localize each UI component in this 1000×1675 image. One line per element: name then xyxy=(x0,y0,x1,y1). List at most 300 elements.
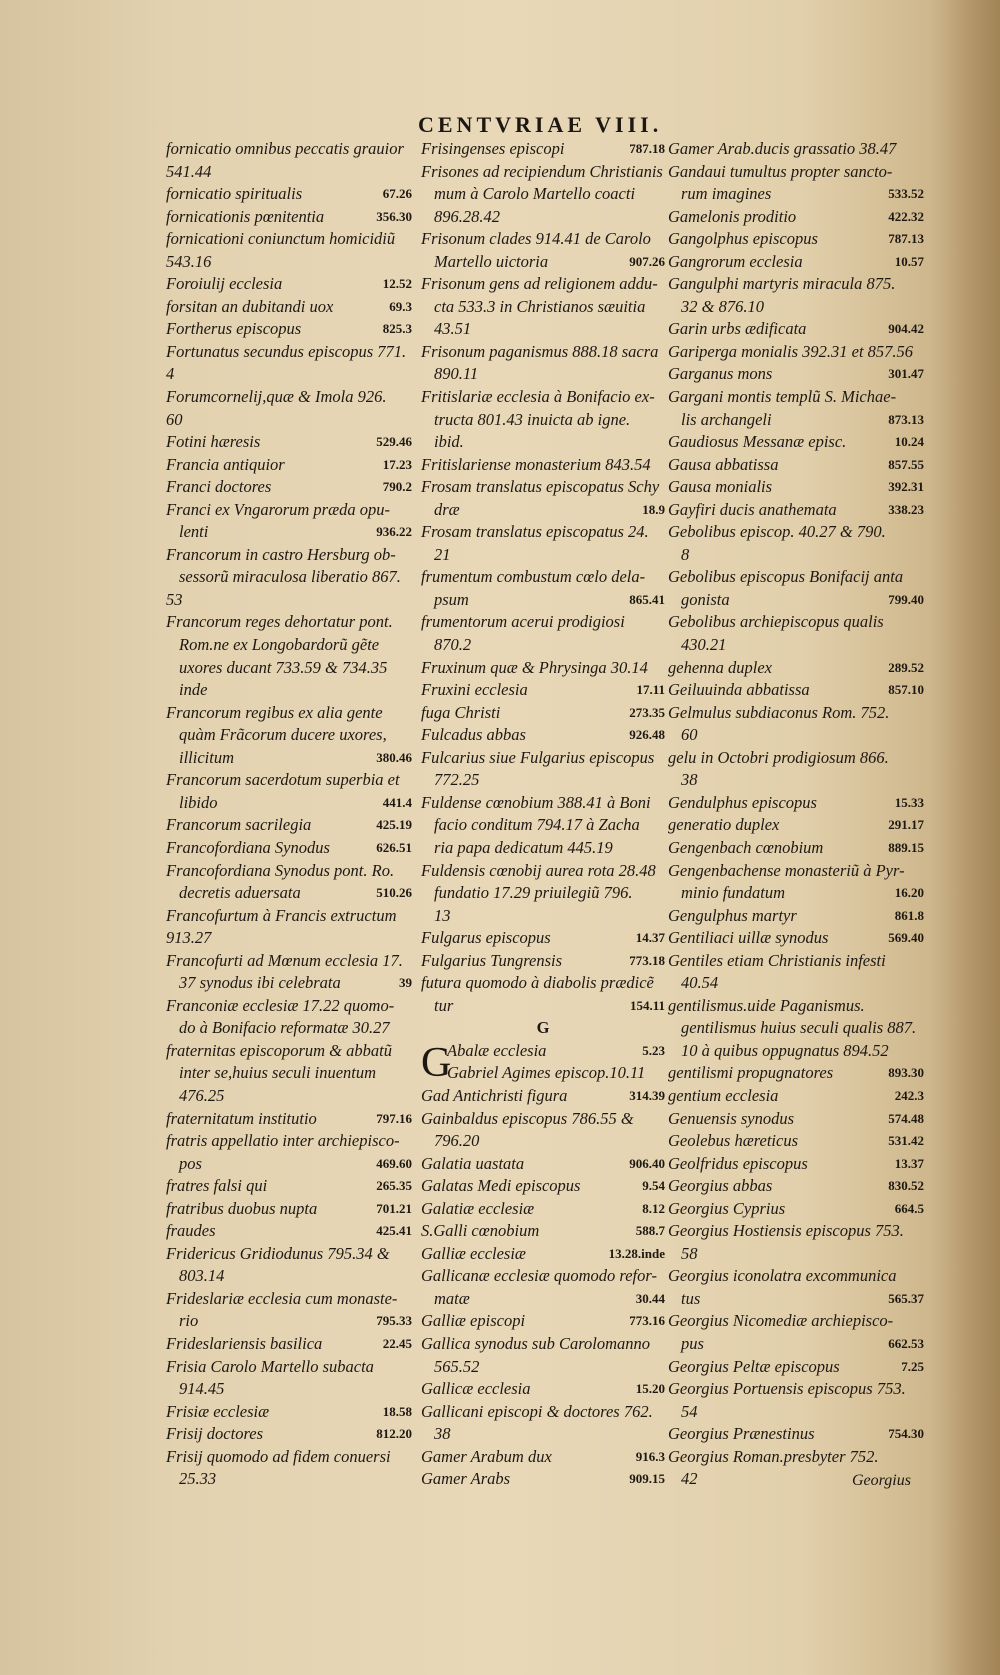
index-entry-text: Galliæ ecclesiæ xyxy=(421,1243,526,1263)
index-entry-text: Gelmulus subdiaconus Rom. 752. xyxy=(668,702,890,722)
index-entry-line xyxy=(421,318,665,341)
index-entry-line xyxy=(421,634,665,657)
index-entry-text: fornicatio spiritualis xyxy=(166,184,303,204)
index-entry-line xyxy=(166,905,412,928)
index-entry-line xyxy=(421,995,665,1018)
index-entry-line xyxy=(421,1468,665,1491)
page-reference: 588.7 xyxy=(635,1223,665,1239)
index-entry-text: pus xyxy=(681,1333,704,1353)
page-reference: 873.13 xyxy=(888,411,924,427)
index-entry-text: Gamer Arabum dux xyxy=(421,1446,552,1466)
page-reference: 861.8 xyxy=(894,907,924,923)
index-entry-text: fratris appellatio inter archiepisco- xyxy=(166,1131,400,1151)
index-entry-text: fratribus duobus nupta xyxy=(166,1198,318,1218)
index-entry-line xyxy=(166,679,412,702)
index-column-middle xyxy=(421,138,665,1491)
index-entry-line xyxy=(421,273,665,296)
index-entry-line xyxy=(421,1153,665,1176)
index-entry-text: generatio duplex xyxy=(668,815,780,835)
index-entry-text: Rom.ne ex Longobardorũ gẽte xyxy=(179,635,380,655)
index-entry-text: Gengenbachense monasteriũ à Pyr- xyxy=(668,860,905,880)
index-entry-line xyxy=(166,1288,412,1311)
index-entry-line xyxy=(421,1310,665,1333)
index-entry-line xyxy=(166,589,412,612)
index-entry-text: 772.25 xyxy=(434,770,480,790)
index-entry-line xyxy=(421,1017,665,1040)
index-entry-text: 60 xyxy=(681,725,698,745)
index-entry-text: gentium ecclesia xyxy=(668,1085,779,1105)
index-entry-text: Gayfiri ducis anathemata xyxy=(668,499,837,519)
index-entry-text: decretis aduersata xyxy=(179,883,301,903)
index-entry-text: 896.28.42 xyxy=(434,206,500,226)
index-column-left xyxy=(166,138,412,1491)
drop-capital: G xyxy=(421,1039,452,1086)
index-entry-line xyxy=(166,431,412,454)
page-reference: 273.35 xyxy=(629,704,665,720)
index-entry-line xyxy=(166,341,412,364)
index-entry-text: psum xyxy=(434,589,469,609)
index-entry-line xyxy=(421,228,665,251)
index-entry-line xyxy=(421,499,665,522)
page-reference: 30.44 xyxy=(635,1290,665,1306)
page-reference: 7.25 xyxy=(901,1358,924,1374)
index-entry-line xyxy=(668,927,924,950)
index-entry-line xyxy=(421,1243,665,1266)
index-entry-line xyxy=(166,634,412,657)
page-reference: 13.37 xyxy=(894,1155,924,1171)
index-entry-text: 870.2 xyxy=(434,635,472,655)
page-reference: 531.42 xyxy=(888,1133,924,1149)
page-reference: 904.42 xyxy=(888,321,924,337)
index-entry-text: tur xyxy=(434,995,454,1015)
index-entry-line xyxy=(166,1468,412,1491)
index-entry-line xyxy=(668,476,924,499)
page-reference: 338.23 xyxy=(888,501,924,517)
index-entry-line xyxy=(668,318,924,341)
index-entry-text: Gebolibus episcopus Bonifacij anta xyxy=(668,567,904,587)
index-entry-text: 25.33 xyxy=(179,1469,217,1489)
index-entry-text: illicitum xyxy=(179,747,234,767)
index-entry-text: fuga Christi xyxy=(421,702,501,722)
index-entry-text: Gariperga monialis 392.31 et 857.56 xyxy=(668,341,914,361)
index-entry-line xyxy=(668,611,924,634)
index-entry-line xyxy=(421,363,665,386)
index-entry-text: facio conditum 794.17 à Zacha xyxy=(434,815,640,835)
index-entry-line xyxy=(166,1108,412,1131)
index-entry-line xyxy=(166,363,412,386)
index-entry-line xyxy=(668,386,924,409)
index-entry-line xyxy=(166,521,412,544)
index-entry-line xyxy=(668,544,924,567)
index-entry-line xyxy=(166,1017,412,1040)
index-entry-text: gentilismus huius seculi qualis 887. xyxy=(681,1018,917,1038)
index-entry-text: Frisij doctores xyxy=(166,1424,264,1444)
index-entry-text: fornicationis pœnitentia xyxy=(166,206,325,226)
page-reference: 8.12 xyxy=(642,1200,665,1216)
index-entry-line xyxy=(421,972,665,995)
index-entry-line xyxy=(668,1040,924,1063)
index-entry-line xyxy=(421,814,665,837)
index-entry-line xyxy=(668,431,924,454)
index-entry-text: Frosam translatus episcopatus Schy xyxy=(421,477,660,497)
index-entry-text: Georgius Nicomediæ archiepisco- xyxy=(668,1311,894,1331)
index-entry-text: 4 xyxy=(166,364,175,384)
index-entry-text: Gengulphus martyr xyxy=(668,905,797,925)
index-entry-line xyxy=(668,1108,924,1131)
index-entry-text: minio fundatum xyxy=(681,883,786,903)
page-reference: 69.3 xyxy=(389,298,412,314)
index-entry-text: 565.52 xyxy=(434,1356,480,1376)
index-entry-line xyxy=(668,363,924,386)
page-reference: 15.20 xyxy=(635,1381,665,1397)
index-entry-text: libido xyxy=(179,792,218,812)
index-entry-line xyxy=(421,769,665,792)
index-entry-line xyxy=(668,1085,924,1108)
index-entry-line xyxy=(668,1062,924,1085)
index-entry-text: Fridericus Gridiodunus 795.34 & xyxy=(166,1243,390,1263)
index-entry-text: Georgius Peltæ episcopus xyxy=(668,1356,840,1376)
index-entry-text: 890.11 xyxy=(434,364,479,384)
index-entry-text: fraternitatum institutio xyxy=(166,1108,317,1128)
index-entry-text: dræ xyxy=(434,499,460,519)
index-entry-line xyxy=(421,1198,665,1221)
index-entry-text: fraudes xyxy=(166,1221,216,1241)
index-entry-text: Gausa monialis xyxy=(668,477,773,497)
index-entry-line xyxy=(166,273,412,296)
index-entry-text: Francorum reges dehortatur pont. xyxy=(166,612,393,632)
page-reference: 291.17 xyxy=(888,817,924,833)
index-entry-text: Gamer Arab.ducis grassatio 38.47 xyxy=(668,139,897,158)
index-entry-text: 541.44 xyxy=(166,161,212,181)
index-entry-line xyxy=(421,544,665,567)
index-entry-line xyxy=(166,1356,412,1379)
index-entry-line xyxy=(421,927,665,950)
index-entry-text: Gebolibus episcop. 40.27 & 790. xyxy=(668,522,886,542)
index-entry-line xyxy=(668,995,924,1018)
index-entry-line xyxy=(421,1085,665,1108)
page-reference: 790.2 xyxy=(382,479,412,495)
page-reference: 773.18 xyxy=(629,952,665,968)
page-reference: 16.20 xyxy=(894,885,924,901)
index-entry-line xyxy=(668,296,924,319)
index-entry-line xyxy=(421,409,665,432)
index-entry-text: rum imagines xyxy=(681,184,772,204)
index-entry-line xyxy=(668,837,924,860)
index-entry-line xyxy=(668,161,924,184)
index-entry-text: Gad Antichristi figura xyxy=(421,1085,568,1105)
index-entry-text: Francorum in castro Hersburg ob- xyxy=(166,544,396,564)
index-entry-line xyxy=(166,792,412,815)
index-entry-text: lenti xyxy=(179,522,209,542)
index-entry-line xyxy=(421,1378,665,1401)
index-entry-line xyxy=(421,882,665,905)
page-reference: 857.55 xyxy=(888,456,924,472)
index-entry-line xyxy=(166,1153,412,1176)
page-reference: 529.46 xyxy=(376,434,412,450)
index-entry-line xyxy=(166,296,412,319)
index-entry-line xyxy=(668,792,924,815)
index-entry-text: Frisones ad recipiendum Christianis xyxy=(421,161,663,181)
index-entry-text: matæ xyxy=(434,1288,470,1308)
index-entry-line xyxy=(166,1085,412,1108)
page-reference: 799.40 xyxy=(888,591,924,607)
page-reference: 18.58 xyxy=(382,1403,412,1419)
index-entry-line xyxy=(668,657,924,680)
index-entry-text: Galatas Medi episcopus xyxy=(421,1176,581,1196)
index-entry-text: fraternitas episcoporum & abbatũ xyxy=(166,1040,392,1060)
index-entry-text: 58 xyxy=(681,1243,698,1263)
index-entry-text: frumentorum acerui prodigiosi xyxy=(421,612,625,632)
index-entry-text: Fulcadus abbas xyxy=(421,725,526,745)
page-reference: 907.26 xyxy=(629,253,665,269)
index-entry-line xyxy=(421,702,665,725)
index-entry-line xyxy=(166,161,412,184)
index-entry-line xyxy=(668,228,924,251)
index-entry-line xyxy=(166,318,412,341)
index-entry-line xyxy=(668,454,924,477)
index-entry-text: quàm Frãcorum ducere uxores, xyxy=(179,725,387,745)
page-reference: 13.28.inde xyxy=(608,1245,665,1261)
index-entry-line xyxy=(166,409,412,432)
index-entry-text: Fotini hæresis xyxy=(166,432,261,452)
index-entry-text: Frisonum paganismus 888.18 sacra xyxy=(421,341,659,361)
index-entry-text: 54 xyxy=(681,1401,698,1421)
index-entry-text: ria papa dedicatum 445.19 xyxy=(434,837,613,857)
index-entry-line xyxy=(166,972,412,995)
index-entry-line xyxy=(166,206,412,229)
page-reference: 574.48 xyxy=(888,1110,924,1126)
index-entry-text: 37 synodus ibi celebrata xyxy=(179,973,341,993)
index-entry-line xyxy=(166,1040,412,1063)
index-entry-line xyxy=(421,837,665,860)
index-entry-line xyxy=(421,860,665,883)
index-entry-text: Franci doctores xyxy=(166,477,272,497)
index-entry-line xyxy=(166,454,412,477)
index-entry-line xyxy=(421,1175,665,1198)
index-entry-line xyxy=(668,724,924,747)
index-entry-text: 543.16 xyxy=(166,251,212,271)
index-entry-line xyxy=(166,1175,412,1198)
index-entry-line xyxy=(166,837,412,860)
index-entry-text: gelu in Octobri prodigiosum 866. xyxy=(668,747,889,767)
index-entry-text: Frisonum gens ad religionem addu- xyxy=(421,274,658,294)
index-entry-line xyxy=(668,138,924,161)
index-entry-line xyxy=(166,724,412,747)
page-reference: 39 xyxy=(399,975,412,991)
index-entry-line xyxy=(421,747,665,770)
index-entry-line xyxy=(166,995,412,1018)
page-reference: 425.19 xyxy=(376,817,412,833)
index-entry-text: Abalæ ecclesia xyxy=(447,1040,547,1060)
index-entry-line xyxy=(421,1265,665,1288)
page-reference: 469.60 xyxy=(376,1155,412,1171)
index-entry-line xyxy=(668,521,924,544)
index-entry-line xyxy=(166,1265,412,1288)
index-entry-line xyxy=(421,1220,665,1243)
index-entry-line xyxy=(421,1423,665,1446)
index-entry-line xyxy=(166,950,412,973)
page-reference: 301.47 xyxy=(888,366,924,382)
index-entry-line xyxy=(668,273,924,296)
index-entry-text: Gaudiosus Messanæ episc. xyxy=(668,432,847,452)
index-entry-text: Francorum sacerdotum superbia et xyxy=(166,770,400,790)
index-entry-text: inde xyxy=(179,680,208,700)
index-entry-line xyxy=(668,566,924,589)
index-entry-line xyxy=(166,183,412,206)
index-entry-text: Gargani montis templũ S. Michae- xyxy=(668,387,897,407)
index-entry-line xyxy=(668,882,924,905)
page-reference: 926.48 xyxy=(629,727,665,743)
index-entry-text: Geolebus hæreticus xyxy=(668,1131,798,1151)
index-entry-text: Gallicanæ ecclesiæ quomodo refor- xyxy=(421,1266,657,1286)
index-entry-line xyxy=(166,1401,412,1424)
index-entry-line xyxy=(668,1265,924,1288)
index-entry-line xyxy=(421,1446,665,1469)
index-entry-line xyxy=(166,860,412,883)
index-entry-line xyxy=(166,1333,412,1356)
index-entry-line xyxy=(421,454,665,477)
page-reference: 17.11 xyxy=(636,682,665,698)
index-entry-line xyxy=(668,206,924,229)
index-entry-text: Fortherus episcopus xyxy=(166,319,302,339)
index-entry-line xyxy=(668,1243,924,1266)
page-reference: 787.18 xyxy=(629,141,665,156)
index-entry-line xyxy=(166,228,412,251)
index-entry-text: Gendulphus episcopus xyxy=(668,792,817,812)
page-reference: 67.26 xyxy=(382,186,412,202)
index-entry-line xyxy=(421,679,665,702)
index-entry-line xyxy=(421,1356,665,1379)
index-entry-line xyxy=(668,1288,924,1311)
index-entry-line xyxy=(668,1130,924,1153)
index-entry-line xyxy=(421,1062,665,1085)
index-entry-text: Fortunatus secundus episcopus 771. xyxy=(166,341,407,361)
index-entry-text: Gangrorum ecclesia xyxy=(668,251,803,271)
page-reference: 569.40 xyxy=(888,930,924,946)
index-entry-line xyxy=(421,161,665,184)
index-entry-line xyxy=(668,1333,924,1356)
page-reference: 797.16 xyxy=(376,1110,412,1126)
index-entry-text: 42 xyxy=(681,1469,698,1489)
index-entry-text: Georgius iconolatra excommunica xyxy=(668,1266,897,1286)
index-entry-line xyxy=(166,1062,412,1085)
index-entry-line xyxy=(668,499,924,522)
index-entry-text: Gangulphi martyris miracula 875. xyxy=(668,274,896,294)
index-entry-text: gonista xyxy=(681,589,730,609)
page-reference: 14.37 xyxy=(635,930,665,946)
index-entry-text: 53 xyxy=(166,589,183,609)
index-entry-text: Geiluuinda abbatissa xyxy=(668,680,810,700)
index-entry-text: Georgius Hostiensis episcopus 753. xyxy=(668,1221,904,1241)
index-entry-text: ibid. xyxy=(434,432,464,452)
index-entry-text: S.Galli cœnobium xyxy=(421,1221,540,1241)
page-reference: 865.41 xyxy=(629,591,665,607)
index-entry-text: rio xyxy=(179,1311,199,1331)
index-entry-line xyxy=(668,251,924,274)
index-entry-line xyxy=(166,814,412,837)
index-entry-line xyxy=(668,1310,924,1333)
index-entry-text: Gentiliaci uillæ synodus xyxy=(668,928,829,948)
index-entry-line xyxy=(668,1446,924,1469)
index-entry-text: fornicationi coniunctum homicidiũ xyxy=(166,229,396,249)
index-entry-text: 796.20 xyxy=(434,1131,480,1151)
index-entry-text: Fulcarius siue Fulgarius episcopus xyxy=(421,747,655,767)
index-entry-text: Gandaui tumultus propter sancto- xyxy=(668,161,893,181)
page-reference: 10.57 xyxy=(894,253,924,269)
page-reference: 15.33 xyxy=(894,794,924,810)
index-entry-text: Garin urbs ædificata xyxy=(668,319,807,339)
index-entry-line xyxy=(668,1153,924,1176)
index-entry-text: Frisonum clades 914.41 de Carolo xyxy=(421,229,651,249)
index-entry-text: Gainbaldus episcopus 786.55 & xyxy=(421,1108,634,1128)
index-entry-text: 43.51 xyxy=(434,319,472,339)
index-entry-line xyxy=(668,950,924,973)
index-entry-text: Martello uictoria xyxy=(434,251,549,271)
index-entry-text: G xyxy=(536,1018,550,1038)
index-entry-text: Gabriel Agimes episcop.10.11 xyxy=(447,1063,646,1083)
index-entry-line xyxy=(668,409,924,432)
page-reference: 893.30 xyxy=(888,1065,924,1081)
page-reference: 314.39 xyxy=(629,1087,665,1103)
index-entry-line xyxy=(668,1017,924,1040)
index-entry-text: Fruxini ecclesia xyxy=(421,680,528,700)
index-entry-text: Franci ex Vngarorum præda opu- xyxy=(166,499,390,519)
index-entry-line xyxy=(421,611,665,634)
index-entry-line xyxy=(166,1220,412,1243)
index-entry-line xyxy=(166,927,412,950)
index-entry-text: Garganus mons xyxy=(668,364,773,384)
index-entry-text: Fulgarus episcopus xyxy=(421,928,551,948)
index-entry-line xyxy=(421,341,665,364)
index-entry-text: tructa 801.43 inuicta ab igne. xyxy=(434,409,631,429)
index-entry-line xyxy=(668,814,924,837)
index-entry-text: Franconiæ ecclesiæ 17.22 quomo- xyxy=(166,995,395,1015)
index-entry-line xyxy=(166,1130,412,1153)
index-entry-text: Francofurti ad Mœnum ecclesia 17. xyxy=(166,950,403,970)
index-entry-line xyxy=(668,1220,924,1243)
index-entry-line xyxy=(421,566,665,589)
index-entry-line xyxy=(668,589,924,612)
index-entry-text: fornicatio omnibus peccatis grauior xyxy=(166,139,404,158)
index-entry-line xyxy=(166,769,412,792)
index-entry-text: Francorum regibus ex alia gente xyxy=(166,702,383,722)
index-entry-text: 8 xyxy=(681,544,690,564)
index-entry-text: Foroiulij ecclesia xyxy=(166,274,283,294)
index-entry-line xyxy=(421,251,665,274)
index-entry-text: sessorũ miraculosa liberatio 867. xyxy=(179,567,401,587)
index-entry-line xyxy=(166,702,412,725)
index-entry-text: Georgius abbas xyxy=(668,1176,773,1196)
index-entry-text: Galliæ episcopi xyxy=(421,1311,526,1331)
index-entry-text: gehenna duplex xyxy=(668,657,773,677)
index-entry-line xyxy=(166,1446,412,1469)
index-entry-text: 38 xyxy=(681,770,698,790)
index-entry-line xyxy=(668,1378,924,1401)
index-entry-line xyxy=(668,1401,924,1424)
index-entry-text: Galatiæ ecclesiæ xyxy=(421,1198,535,1218)
index-entry-text: Frideslariæ ecclesia cum monaste- xyxy=(166,1288,398,1308)
index-entry-line xyxy=(166,1378,412,1401)
index-entry-line xyxy=(421,206,665,229)
index-entry-line xyxy=(166,747,412,770)
index-entry-text: 40.54 xyxy=(681,973,719,993)
index-entry-line xyxy=(668,860,924,883)
index-entry-text: 803.14 xyxy=(179,1266,225,1286)
page-reference: 906.40 xyxy=(629,1155,665,1171)
index-entry-line xyxy=(421,138,665,161)
page-reference: 825.3 xyxy=(382,321,412,337)
index-entry-line xyxy=(668,341,924,364)
